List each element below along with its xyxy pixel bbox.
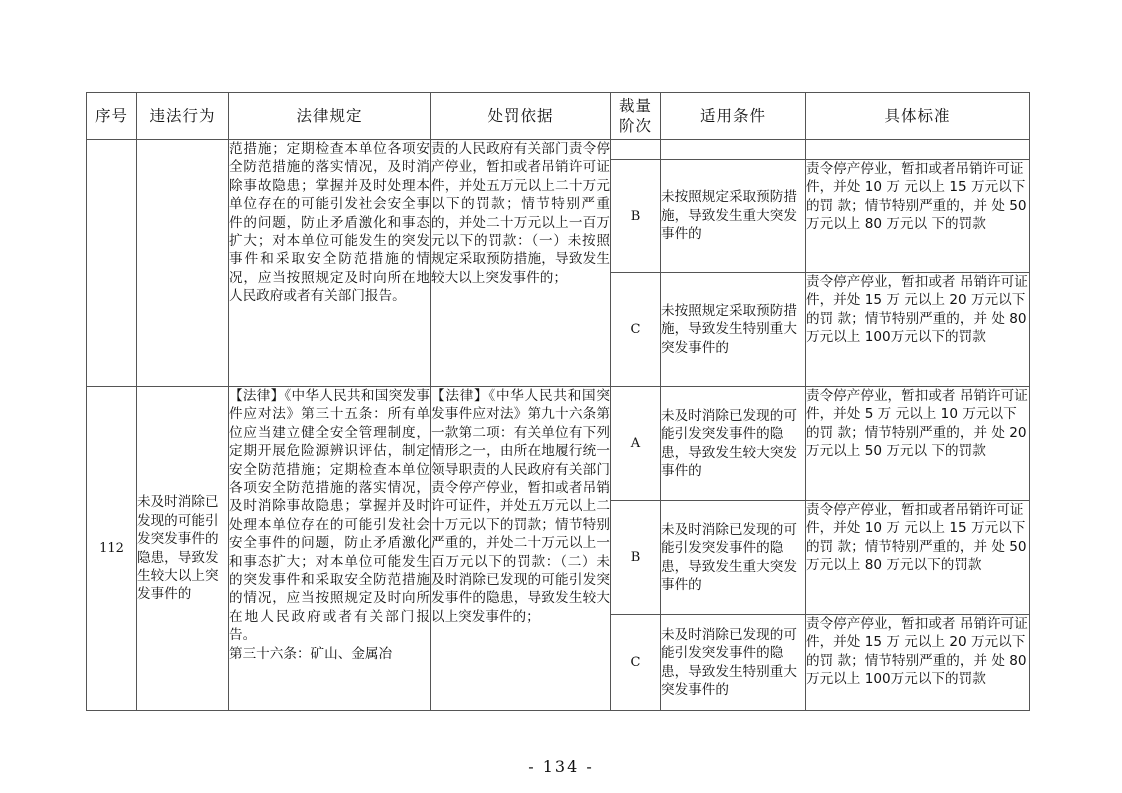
cont-standard-b: 责令停产停业，暂扣或者吊销许可证件，并处 10 万 元以上 15 万元以下的罚 款；情节特别严重的，并 处 50 万元以上 80 万元以 下的罚款 — [806, 160, 1030, 273]
header-grade-line1: 裁量 — [618, 97, 652, 115]
cont-basis-cell: 责的人民政府有关部门责令停产停业，暂扣或者吊销许可证件，并处五万元以上二十万元以下的罚款；情节特别严重的，并处二十万元以上一百万元以下的罚款：（一）未按照规定采取预防措施，导致发生较大以上突发事件的； — [431, 140, 611, 387]
item-112-condition-b: 未及时消除已发现的可能引发突发事件的隐患，导致发生重大突发事件的 — [661, 501, 806, 615]
header-seq: 序号 — [87, 93, 137, 140]
header-standard: 具体标准 — [806, 93, 1030, 140]
item-112-condition-a: 未及时消除已发现的可能引发突发事件的隐患，导致发生较大突发事件的 — [661, 387, 806, 501]
item-112-law-extra: 第三十六条：矿山、金属冶 — [229, 645, 393, 662]
header-violation: 违法行为 — [137, 93, 229, 140]
cont-empty-condition — [661, 140, 806, 160]
item-112-seq: 112 — [87, 387, 137, 711]
table-row-item-112 — [87, 387, 1030, 501]
cont-condition-b: 未按照规定采取预防措施，导致发生重大突发事件的 — [661, 160, 806, 273]
item-112-law — [229, 387, 431, 711]
item-112-standard-b: 责令停产停业，暂扣或者吊销许可证件，并处 10 万 元以上 15 万元以下的罚 款；情节特别严重的，并 处 50 万元以上 80 万元以下的罚款 — [806, 501, 1030, 615]
item-112-standard-c: 责令停产停业，暂扣或者 吊销许可证件，并处 15 万 元以上 20 万元以下的罚 款；情节特别严重的，并 处 80万元以上 100万元以下的罚款 — [806, 615, 1030, 711]
item-112-basis: 【法律】《中华人民共和国突发事件应对法》第九十六条第一款第二项：有关单位有下列情形之一，由所在地履行统一领导职责的人民政府有关部门责令停产停业，暂扣或者吊销许可证件，并处五万元以上二十万元以下的罚款；情节特别严重的，并处二十万元以上一百万元以下的罚款：（二）未及时消除已发现的可能引发突发事件的隐患，导致发生较大以上突发事件的； — [431, 387, 611, 711]
header-grade — [611, 93, 661, 140]
cont-seq-cell — [87, 140, 137, 387]
cont-law-cell: 范措施；定期检查本单位各项安全防范措施的落实情况，及时消除事故隐患；掌握并及时处理本单位存在的可能引发社会安全事件的问题，防止矛盾激化和事态扩大；对本单位可能发生的突发事件和采取安全防范措施的情况，应当按照规定及时向所在地人民政府或者有关部门报告。 — [229, 140, 431, 387]
cont-violation-cell — [137, 140, 229, 387]
item-112-condition-c: 未及时消除已发现的可能引发突发事件的隐患，导致发生特别重大突发事件的 — [661, 615, 806, 711]
cont-standard-c: 责令停产停业，暂扣或者 吊销许可证件，并处 15 万 元以上 20 万元以下的罚 款；情节特别严重的，并 处 80万元以上 100万元以下的罚款 — [806, 273, 1030, 387]
cont-condition-c: 未按照规定采取预防措施，导致发生特别重大突发事件的 — [661, 273, 806, 387]
item-112-law-text: 【法律】《中华人民共和国突发事件应对法》第三十五条：所有单位应当建立健全安全管理制度，定期开展危险源辨识评估，制定安全防范措施；定期检查本单位各项安全防范措施的落实情况，及时消除事故隐患；掌握并及时处理本单位存在的可能引发社会安全事件的问题，防止矛盾激化和事态扩大；对本单位可能发生的突发事件和采取安全防范措施的情况，应当按照规定及时向所在地人民政府或者有关部门报告。 — [229, 388, 430, 644]
item-112-grade-b: B — [611, 501, 661, 615]
header-law: 法律规定 — [229, 93, 431, 140]
page-number: - 134 - — [528, 757, 594, 776]
header-basis: 处罚依据 — [431, 93, 611, 140]
table-row-continued-top — [87, 140, 1030, 160]
header-condition: 适用条件 — [661, 93, 806, 140]
cont-empty-grade — [611, 140, 661, 160]
item-112-standard-a: 责令停产停业，暂扣或者 吊销许可证件，并处 5 万 元以上 10 万元以下的罚 款；情节特别严重的，并 处 20 万元以上 50 万元以 下的罚款 — [806, 387, 1030, 501]
penalty-standard-table — [86, 92, 1030, 711]
header-grade-line2: 阶次 — [618, 117, 652, 135]
cont-empty-standard — [806, 140, 1030, 160]
cont-grade-c: C — [611, 273, 661, 387]
item-112-grade-a: A — [611, 387, 661, 501]
item-112-violation: 未及时消除已发现的可能引发突发事件的隐患，导致发生较大以上突发事件的 — [137, 387, 229, 711]
item-112-grade-c: C — [611, 615, 661, 711]
cont-grade-b: B — [611, 160, 661, 273]
table-header-row — [87, 93, 1030, 140]
